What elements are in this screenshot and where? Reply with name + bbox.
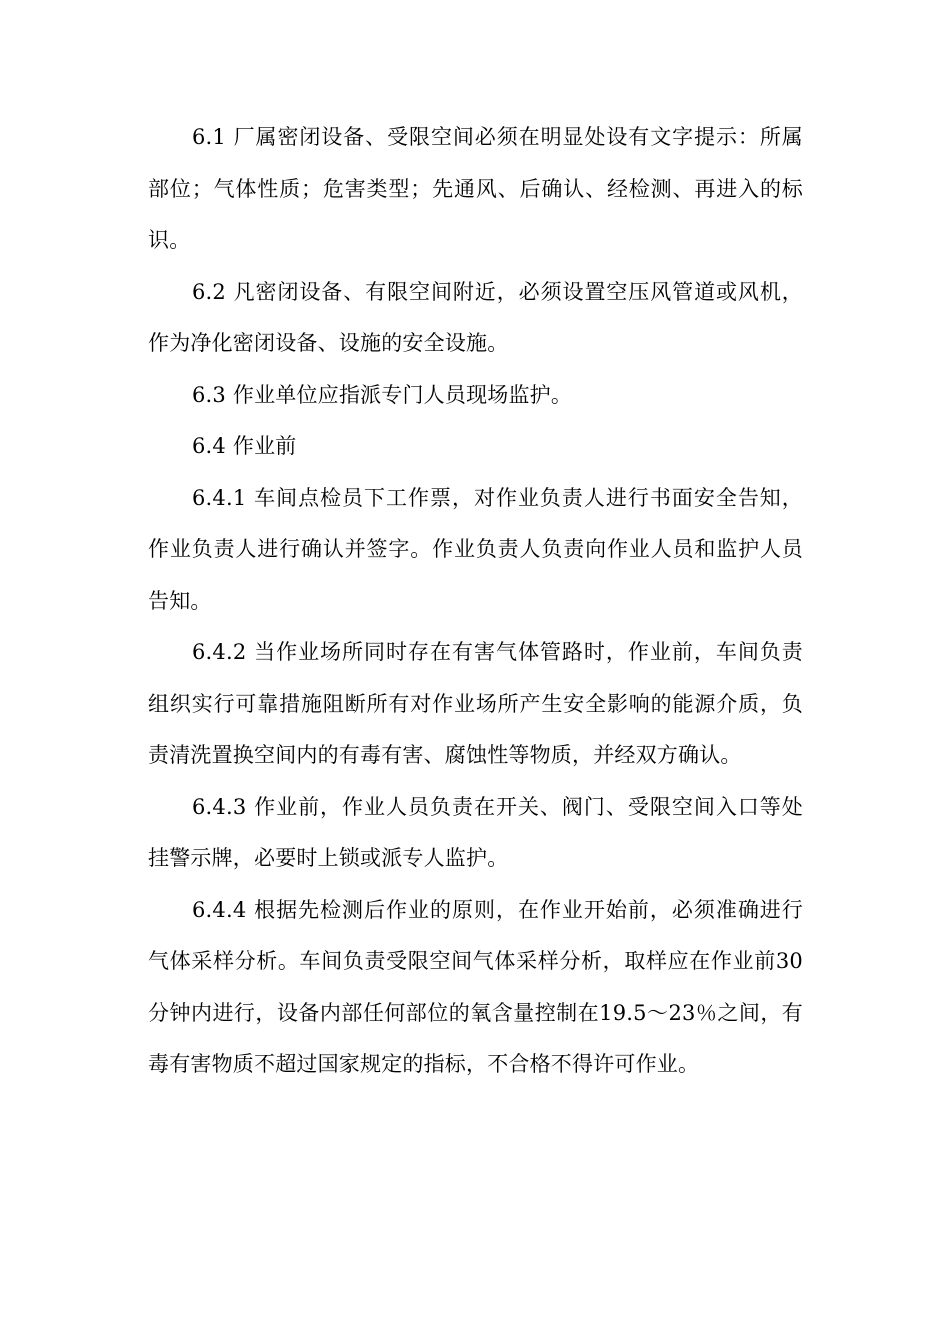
paragraph-6-4-4: 6.4.4 根据先检测后作业的原则，在作业开始前，必须准确进行气体采样分析。车间负责受限空间气体采样分析，取样应在作业前30分钟内进行，设备内部任何部位的氧含量控制在19.5～23％之间，有毒有害物质不超过国家规定的指标，不合格不得许可作业。 xyxy=(148,897,803,1076)
paragraph-6-4-3: 6.4.3 作业前，作业人员负责在开关、阀门、受限空间入口等处挂警示牌，必要时上锁或派专人监护。 xyxy=(148,794,803,870)
paragraph-6-4: 6.4 作业前 xyxy=(192,434,297,458)
document-body xyxy=(148,112,803,1091)
paragraph-6-2: 6.2 凡密闭设备、有限空间附近，必须设置空压风管道或风机，作为净化密闭设备、设施的安全设施。 xyxy=(148,279,803,355)
paragraph-6-3: 6.3 作业单位应指派专门人员现场监护。 xyxy=(192,382,573,407)
paragraph-6-4-1: 6.4.1 车间点检员下工作票，对作业负责人进行书面安全告知，作业负责人进行确认并签字。作业负责人负责向作业人员和监护人员告知。 xyxy=(148,485,803,613)
paragraph-6-4-2: 6.4.2 当作业场所同时存在有害气体管路时，作业前，车间负责组织实行可靠措施阻断所有对作业场所产生安全影响的能源介质，负责清洗置换空间内的有毒有害、腐蚀性等物质，并经双方确认。 xyxy=(148,640,803,767)
paragraph-6-1: 6.1 厂属密闭设备、受限空间必须在明显处设有文字提示：所属部位；气体性质；危害类型；先通风、后确认、经检测、再进入的标识。 xyxy=(148,125,803,252)
